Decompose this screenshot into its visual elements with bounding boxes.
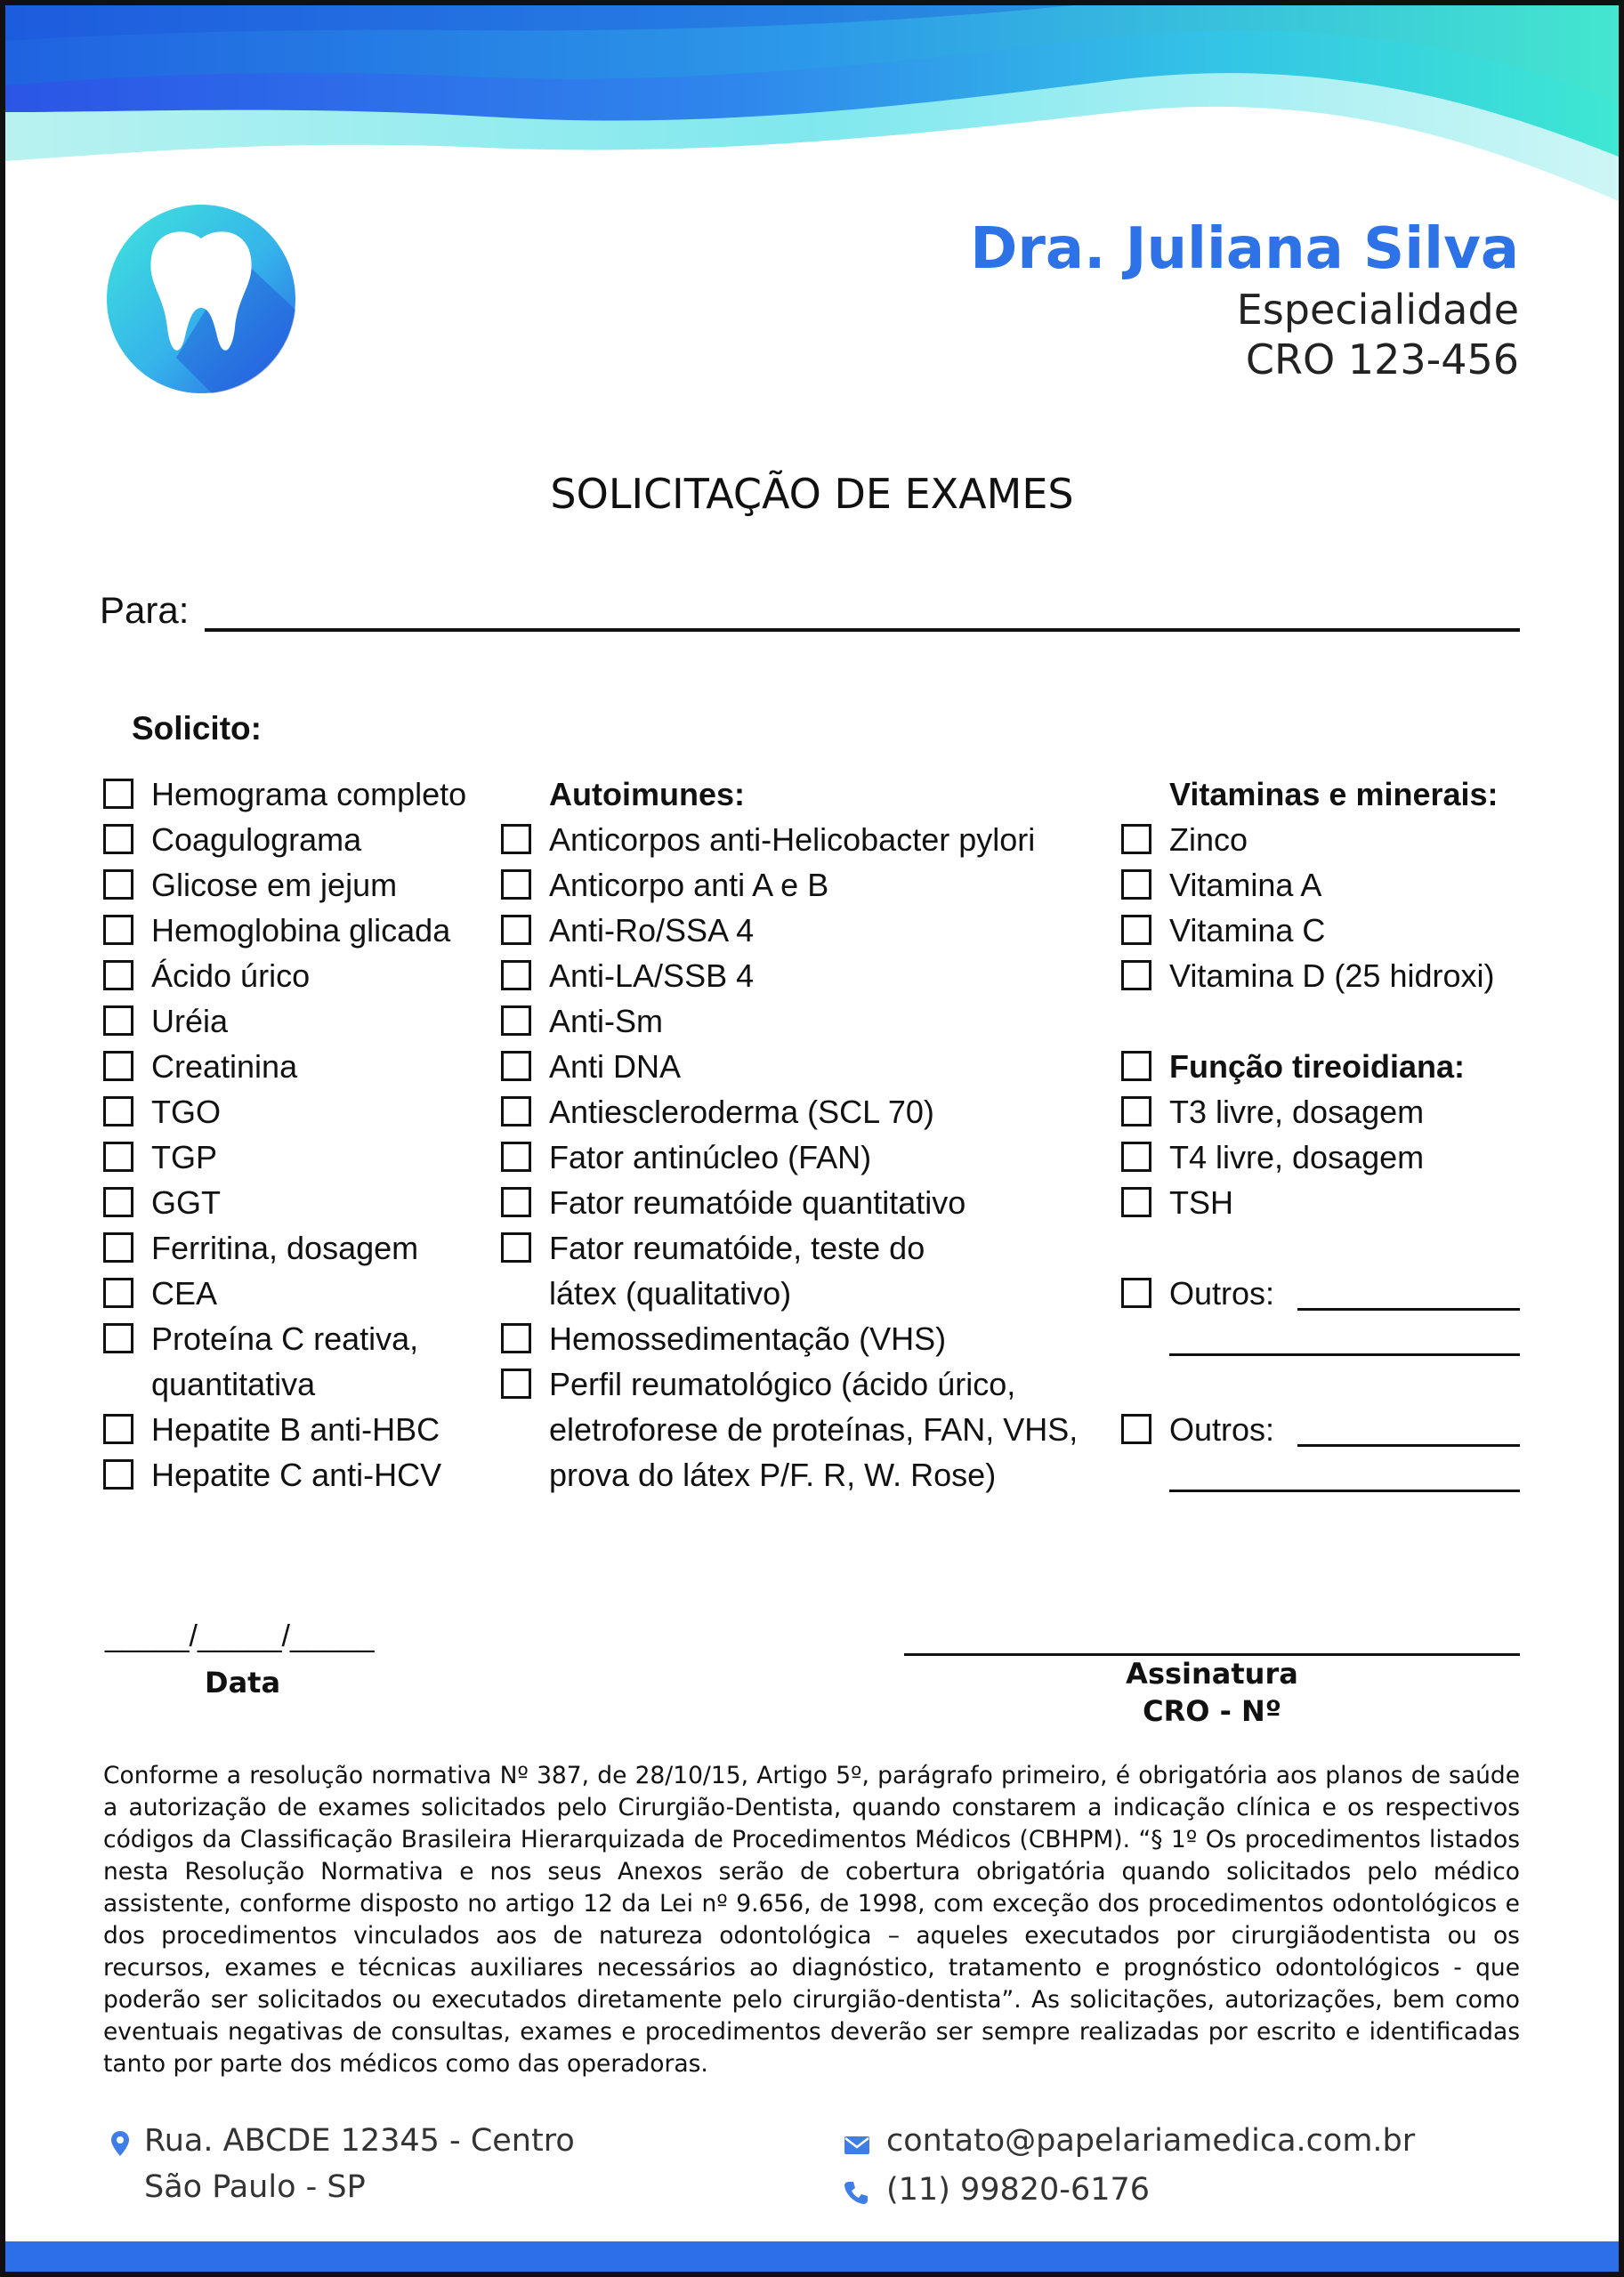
exam-label: Zinco <box>1169 821 1248 858</box>
exam-label: TSH <box>1169 1184 1233 1221</box>
exam-label: T4 livre, dosagem <box>1169 1139 1425 1175</box>
address-line-2: São Paulo - SP <box>144 2169 366 2205</box>
exam-label: Anti-Ro/SSA 4 <box>549 912 755 949</box>
exam-label: Anti-LA/SSB 4 <box>549 957 755 994</box>
solicito-label: Solicito: <box>132 710 262 747</box>
exam-label: TGO <box>151 1094 221 1130</box>
exam-label: Hemoglobina glicada <box>151 912 451 949</box>
exam-label: CEA <box>151 1275 218 1312</box>
exam-label: Anticorpos anti-Helicobacter pylori <box>549 821 1036 858</box>
exam-label: Ácido úrico <box>151 957 311 994</box>
form-title: SOLICITAÇÃO DE EXAMES <box>550 470 1074 518</box>
exam-label: Vitamina A <box>1169 867 1322 903</box>
exam-label: Vitamina D (25 hidroxi) <box>1169 957 1495 994</box>
thyroid-heading: Função tireoidiana: <box>1169 1048 1466 1085</box>
date-label: Data <box>205 1666 281 1700</box>
signature-label: Assinatura <box>1126 1657 1298 1691</box>
exam-label: Hemossedimentação (VHS) <box>549 1320 947 1357</box>
exam-label: Ferritina, dosagem <box>151 1230 419 1266</box>
exam-label: Fator antinúcleo (FAN) <box>549 1139 872 1175</box>
exam-label: Anticorpo anti A e B <box>549 867 829 903</box>
exam-label: Vitamina C <box>1169 912 1326 949</box>
exam-label: Glicose em jejum <box>151 867 398 903</box>
exam-label: eletroforese de proteínas, FAN, VHS, <box>549 1411 1079 1448</box>
date-field[interactable]: _____/_____/_____ <box>105 1619 375 1653</box>
exam-label: GGT <box>151 1184 221 1221</box>
exam-label: Hepatite B anti-HBC <box>151 1411 440 1448</box>
exam-label: Anti-Sm <box>549 1003 664 1039</box>
address-line-1: Rua. ABCDE 12345 - Centro <box>144 2123 575 2159</box>
exam-label: Hemograma completo <box>151 776 467 812</box>
exam-label: Creatinina <box>151 1048 298 1085</box>
para-label: Para: <box>100 589 190 631</box>
exam-label: látex (qualitativo) <box>549 1275 792 1312</box>
exam-label: quantitativa <box>151 1366 316 1402</box>
doctor-specialty: Especialidade <box>1236 286 1519 334</box>
doctor-name: Dra. Juliana Silva <box>970 216 1519 282</box>
cro-label: CRO - Nº <box>1143 1694 1281 1728</box>
vitamins-heading: Vitaminas e minerais: <box>1169 776 1499 812</box>
exam-label: Fator reumatóide quantitativo <box>549 1184 966 1221</box>
exam-label: Antiescleroderma (SCL 70) <box>549 1094 934 1130</box>
autoimmune-heading: Autoimunes: <box>549 776 745 812</box>
exam-label: Proteína C reativa, <box>151 1320 419 1357</box>
doctor-cro: CRO 123-456 <box>1245 335 1519 384</box>
exam-label: Uréia <box>151 1003 229 1039</box>
exam-label: Coagulograma <box>151 821 362 858</box>
email-text[interactable]: contato@papelariamedica.com.br <box>886 2123 1416 2159</box>
exam-label: Anti DNA <box>549 1048 682 1085</box>
exam-label: Fator reumatóide, teste do <box>549 1230 925 1266</box>
exam-label: Perfil reumatológico (ácido úrico, <box>549 1366 1016 1402</box>
exam-label: prova do látex P/F. R, W. Rose) <box>549 1457 997 1493</box>
outros-label: Outros: <box>1169 1275 1275 1312</box>
exam-label: Hepatite C anti-HCV <box>151 1457 442 1493</box>
exam-label: TGP <box>151 1139 218 1175</box>
phone-text[interactable]: (11) 99820-6176 <box>886 2172 1151 2208</box>
outros-label: Outros: <box>1169 1411 1275 1448</box>
legal-notice: Conforme a resolução normativa Nº 387, de 28/10/15, Artigo 5º, parágrafo primeiro, é obrigatória aos planos de saúde a autorização de exames solicitados pelo Cirurgião-Dentista, quando constarem a indicação clínica e os respectivos códigos da Classificação Brasileira Hierarquizada de Procedimentos Médicos (CBHPM). “§ 1º Os procedimentos listados nesta Resolução Normativa e nos seus Anexos serão de cobertura obrigatória quando solicitados pelo médico assistente, conforme disposto no artigo 12 da Lei nº 9.656, de 1998, com exceção dos procedimentos odontológicos e dos procedimentos vinculados aos de natureza odontológica – aqueles executados por cirurgiãodentista ou os recursos, exames e técnicas auxiliares necessários ao diagnóstico, tratamento e prognóstico odontológicos - que poderão ser solicitados ou executados diretamente pelo cirurgião-dentista”. As solicitações, autorizações, bem como eventuais negativas de consultas, exames e procedimentos deverão ser sempre realizadas por escrito e identificadas tanto por parte dos médicos como das operadoras. <box>103 1762 1520 2078</box>
exam-label: T3 livre, dosagem <box>1169 1094 1425 1130</box>
